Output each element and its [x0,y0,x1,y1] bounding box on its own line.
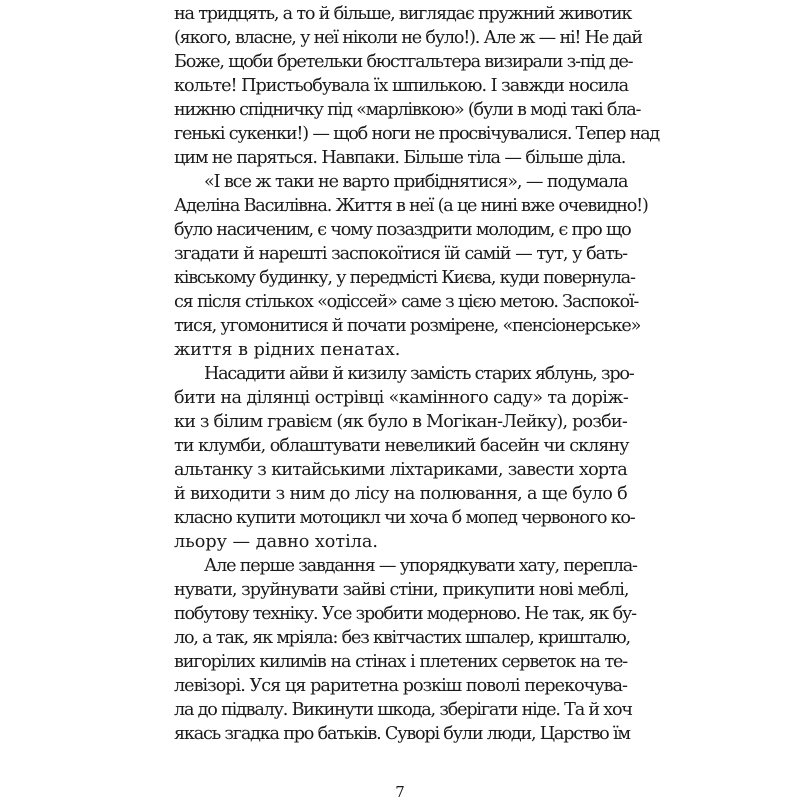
text-line: ла до підвалу. Викинути шкода, зберігати ніде. Та й хоч [174,700,632,720]
text-line: згадати й нарешті заспокоїтися їй самій — тут, у бать- [174,244,627,264]
text-line: альтанку з китайськими ліхтариками, завести хорта [174,460,627,480]
text-line: ківському будинку, у передмісті Києва, куди повернула- [174,268,635,288]
text-line: побутову техніку. Усе зробити модерново. Не так, як бу- [174,604,636,624]
text-line: бити на ділянці острівці «камінного саду» та доріж- [174,388,629,408]
text-line: нижню спідничку під «марлівкою» (були в моді такі бла- [174,100,641,120]
text-line: Але перше завдання — упорядкувати хату, перепла- [204,556,637,576]
text-line: (якого, власне, у неї ніколи не було!). Але ж — ні! Не дай [174,28,642,48]
text-line: нувати, зруйнувати зайві стіни, прикупити нові меблі, [174,580,629,600]
text-line: ло, а так, як мріяла: без квітчастих шпалер, кришталю, [174,628,630,648]
text-line: Боже, щоби бретельки бюстгальтера визирали з-під де- [174,52,633,72]
text-line: генькі сукенки!) — щоб ноги не просвічувалися. Тепер над [174,124,660,144]
text-line: й виходити з ним до лісу на полювання, а ще було б [174,484,627,504]
text-line: було насиченим, є чому позаздрити молодим, є про що [174,220,631,240]
text-line: левізорі. Уся ця раритетна розкіш поволі перекочува- [174,676,627,696]
text-line: льору — давно хотіла. [174,532,379,552]
text-line: Аделіна Василівна. Життя в неї (а це нині вже очевидно!) [174,196,648,216]
text-line: ки з білим гравієм (як було в Могікан-Лейку), розби- [174,412,627,432]
text-line: «І все ж таки не варто прибіднятися», — подумала [204,172,628,192]
text-line: якась згадка про батьків. Суворі були люди, Царство їм [174,724,630,744]
text-line: вигорілих килимів на стінах і плетених серветок на те- [174,652,627,672]
text-line: кольте! Пристьобувала їх шпилькою. І завжди носила [174,76,629,96]
text-line: цим не паряться. Навпаки. Більше тіла — більше діла. [174,148,626,168]
text-line: тися, угомонитися й почати розмірене, «пенсіонерське» [174,316,641,336]
page-number: 7 [395,783,405,801]
text-line: ти клумби, облаштувати невеликий басейн чи скляну [174,436,629,456]
text-line: ся після стількох «одіссей» саме з цією метою. Заспокої- [174,292,639,312]
text-line: на тридцять, а то й більше, виглядає пружний животик [174,4,632,24]
text-line: Насадити айви й кизилу замість старих яблунь, зро- [204,364,634,384]
text-line: життя в рідних пенатах. [174,340,401,360]
text-line: класно купити мотоцикл чи хоча б мопед червоного ко- [174,508,635,528]
